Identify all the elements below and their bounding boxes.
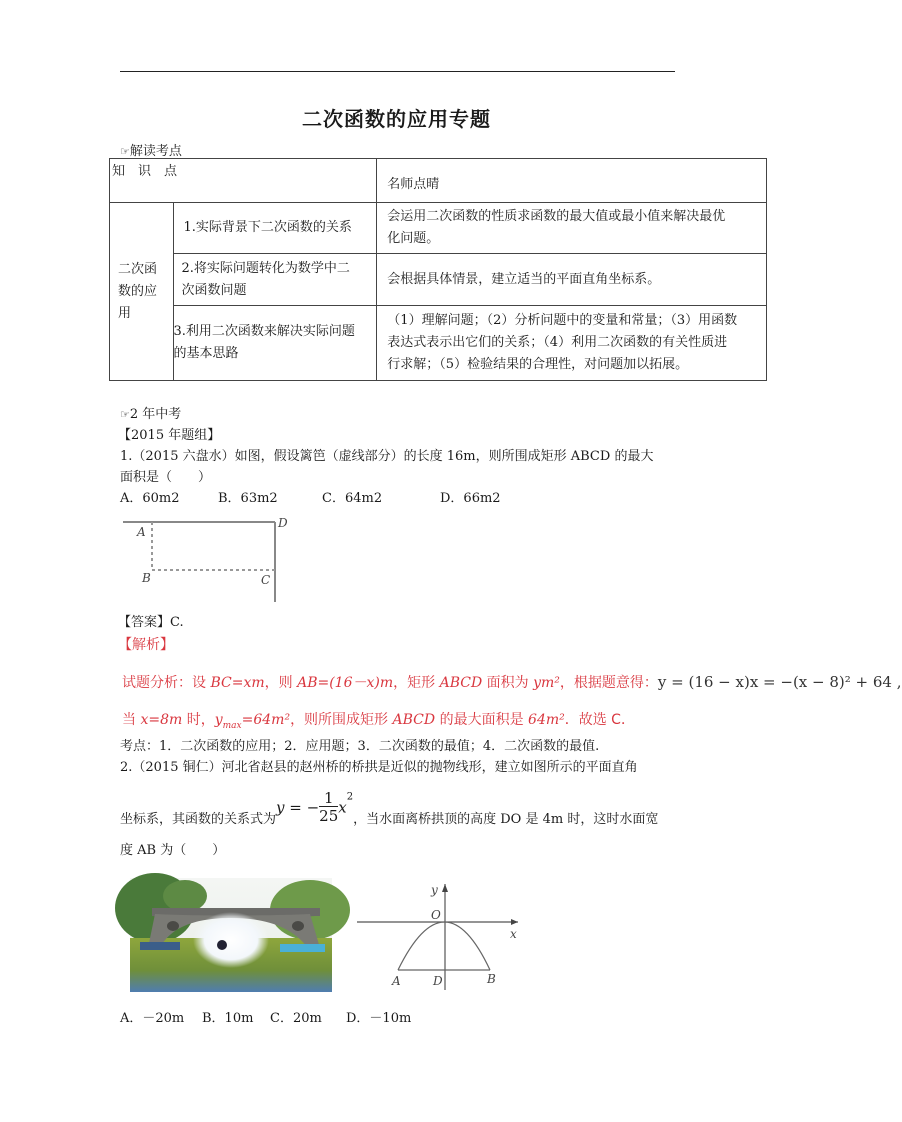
tip-cell (377, 306, 767, 381)
formula-fraction (319, 790, 338, 825)
label-b: B (142, 571, 151, 585)
question-1-options (120, 487, 540, 506)
photo-boats-right (280, 944, 325, 952)
x-axis-arrow-icon (511, 919, 518, 925)
parabola-graph (350, 872, 530, 997)
point-text: 次函数问题 (181, 282, 247, 298)
label-d: D (278, 516, 288, 530)
analysis-text: 时， (182, 712, 215, 728)
tip-text: 会根据具体情景，建立适当的平面直角坐标系。 (387, 271, 661, 287)
question-1-text-cont: 面积是（ ） (120, 470, 212, 485)
tip-text: 行求解；（5）检验结果的合理性，对问题加以拓展。 (387, 357, 689, 372)
analysis-subscript: max (222, 720, 242, 731)
label-a: A (137, 525, 146, 539)
y-axis-label: y (431, 883, 438, 897)
formula-exponent: 2 (346, 791, 354, 803)
formula-lhs: y = − (276, 798, 320, 817)
option-a: A．－20m (120, 1011, 185, 1026)
page-title: 二次函数的应用专题 (302, 107, 491, 131)
analysis-text: ，则所围成矩形 (290, 712, 393, 728)
table-row (110, 306, 767, 381)
option-c: C．20m (270, 1011, 322, 1026)
tip-cell (377, 203, 767, 254)
option-b: B．10m (202, 1011, 254, 1026)
photo-buoy (217, 940, 227, 950)
point-b-label: B (487, 972, 496, 986)
section-heading-zhongkao (120, 403, 181, 422)
analysis-math: =64m² (241, 712, 291, 728)
question-2-options (120, 1007, 411, 1026)
header-rule (120, 71, 675, 72)
point-d-label: D (433, 974, 443, 988)
option-b: B．63m2 (218, 491, 278, 506)
option-d: D．－10m (346, 1011, 412, 1026)
category-line: 数的应 (118, 283, 158, 299)
answer-line: 【答案】C. (118, 615, 184, 630)
header-teacher-tip: 名师点晴 (377, 159, 767, 203)
group-label: 【2015 年题组】 (118, 428, 221, 443)
tip-text: 表达式表示出它们的关系；（4）利用二次函数的有关性质进 (387, 335, 728, 350)
analysis-text: 试题分析：设 (122, 675, 211, 691)
table-row (110, 203, 767, 254)
question-1-text: 1.（2015 六盘水）如图，假设篱笆（虚线部分）的长度 16m，则所围成矩形 ABCD 的最大 (120, 449, 654, 464)
analysis-text: ．故选 C． (564, 712, 635, 728)
analysis-math: x=8m (140, 712, 183, 728)
formula-var: x (338, 798, 347, 817)
category-cell (110, 203, 174, 381)
pointing-hand-icon: ☞ (120, 408, 130, 421)
analysis-label: 【解析】 (118, 637, 174, 653)
tip-text: （1）理解问题；（2）分析问题中的变量和常量；（3）用函数 (387, 313, 738, 328)
knowledge-table (109, 158, 767, 381)
point-cell (173, 306, 377, 381)
point-a-label: A (392, 974, 401, 988)
zhaozhou-bridge-photo (130, 878, 332, 992)
point-cell (173, 203, 377, 254)
analysis-text: ，则 (264, 675, 298, 691)
section-heading-label: 解读考点 (129, 144, 182, 159)
analysis-text: ，根据题意得： (559, 675, 658, 691)
section-heading-label: 2 年中考 (129, 407, 182, 422)
analysis-text: 当 (122, 712, 141, 728)
analysis-math: 64m² (528, 712, 565, 728)
point-cell (173, 254, 377, 306)
photo-boats-left (140, 942, 180, 950)
question-2-text-cont (120, 790, 658, 830)
option-a: A．60m2 (120, 491, 180, 506)
tip-cell (377, 254, 767, 306)
analysis-math: ABCD (392, 712, 436, 728)
pointing-hand-icon: ☞ (120, 145, 130, 158)
option-c: C．64m2 (322, 491, 383, 506)
analysis-math: ABCD (439, 675, 483, 691)
photo-glare (193, 912, 269, 968)
formula-numerator: 1 (319, 790, 338, 807)
analysis-math: BC=xm (210, 675, 265, 691)
label-c: C (261, 573, 271, 587)
analysis-line-1 (122, 672, 902, 692)
parabola-curve (398, 922, 490, 970)
table-row (110, 254, 767, 306)
q2-formula (276, 790, 353, 825)
analysis-math: ym² (533, 675, 560, 691)
analysis-text: 的最大面积是 (435, 712, 529, 728)
question-2-text-end: 度 AB 为（ ） (120, 843, 226, 858)
origin-label: O (431, 908, 441, 922)
formula-denominator: 25 (319, 807, 339, 825)
q2-text: ，当水面离桥拱顶的高度 DO 是 4m 时，这时水面宽 (353, 812, 659, 827)
analysis-text: ，矩形 (393, 675, 440, 691)
photo-trees-left-2 (163, 880, 207, 912)
analysis-equation: y = (16 − x)x = −(x − 8)² + 64 , (657, 673, 902, 691)
q2-text: 坐标系，其函数的关系式为 (120, 812, 277, 827)
y-axis-arrow-icon (442, 884, 448, 892)
analysis-text: 面积为 (482, 675, 534, 691)
fence-rectangle-figure (115, 512, 295, 604)
category-line: 用 (118, 305, 132, 321)
point-text: 2.将实际问题转化为数学中二 (181, 260, 350, 276)
tip-text: 会运用二次函数的性质求函数的最大值或最小值来解决最优 (387, 209, 726, 224)
point-text: 3.利用二次函数来解决实际问题 (173, 324, 355, 339)
analysis-line-2 (122, 709, 635, 731)
tip-text: 化问题。 (387, 231, 440, 246)
x-axis-label: x (510, 927, 517, 941)
point-text: 的基本思路 (173, 346, 239, 361)
table-header-row (110, 159, 767, 203)
analysis-math: y (214, 712, 223, 728)
point-text: 1.实际背景下二次函数的关系 (183, 220, 352, 235)
header-knowledge-point: 知 识 点 (110, 159, 377, 203)
section-heading-kaodian (120, 140, 182, 159)
category-line: 二次函 (118, 261, 158, 277)
question-2-text: 2.（2015 铜仁）河北省赵县的赵州桥的桥拱是近似的抛物线形，建立如图所示的平面直角 (120, 760, 638, 775)
analysis-math: AB=(16－x)m (297, 675, 394, 691)
option-d: D．66m2 (440, 491, 501, 506)
photo-bridge-small-arch (292, 921, 304, 931)
kaodian-line: 考点：1．二次函数的应用；2．应用题；3．二次函数的最值；4．二次函数的最值. (120, 739, 600, 754)
photo-bridge-small-arch (167, 921, 179, 931)
